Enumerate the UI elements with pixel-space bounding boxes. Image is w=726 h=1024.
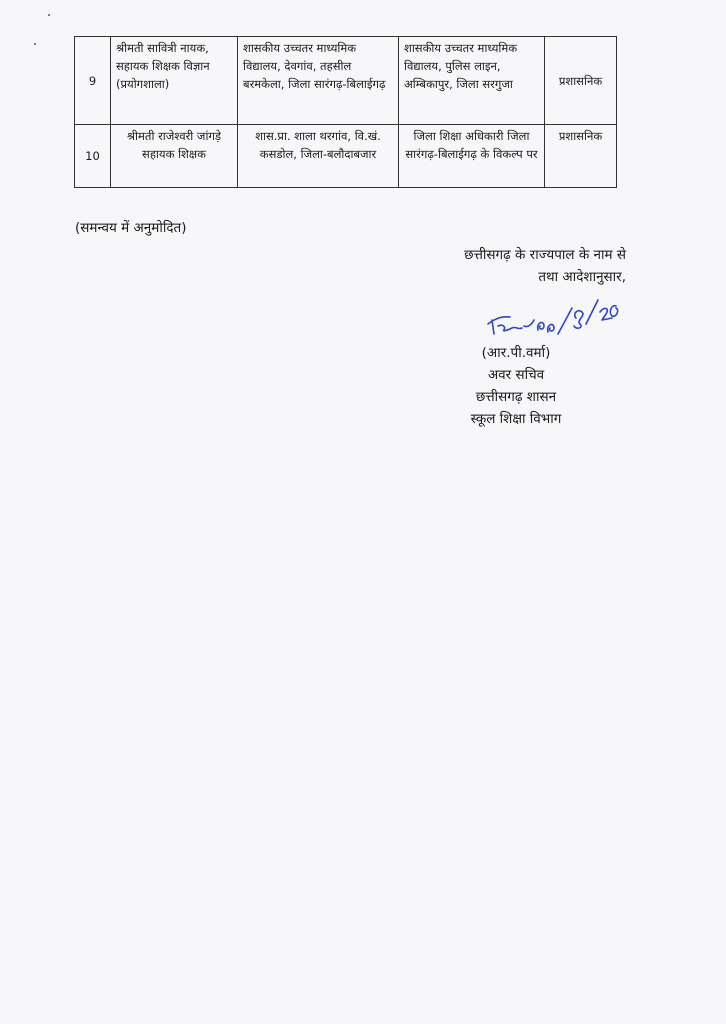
table-row	[75, 37, 617, 125]
authority-line-1: छत्तीसगढ़ के राज्यपाल के नाम से	[464, 247, 626, 263]
table-row	[75, 125, 617, 188]
serial-number-cell: 9	[75, 37, 111, 125]
serial-number-cell: 10	[75, 125, 111, 188]
transfer-category-cell: प्रशासनिक	[545, 37, 617, 125]
signatory-name: (आर.पी.वर्मा)	[481, 345, 551, 361]
transfer-table	[74, 36, 617, 188]
signatory-designation: अवर सचिव	[487, 367, 545, 383]
employee-name-post-cell: श्रीमती राजेश्वरी जांगड़े सहायक शिक्षक	[111, 125, 238, 188]
handwritten-signature	[482, 290, 622, 342]
scan-speck	[48, 14, 50, 16]
current-posting-cell: शासकीय उच्चतर माध्यमिक विद्यालय, देवगांव, तहसील बरमकेला, जिला सारंगढ़-बिलाईगढ़	[238, 37, 399, 125]
signatory-department: स्कूल शिक्षा विभाग	[470, 411, 562, 427]
transfer-category-cell: प्रशासनिक	[545, 125, 617, 188]
signatory-government: छत्तीसगढ़ शासन	[475, 389, 557, 405]
current-posting-cell: शास.प्रा. शाला थरगांव, वि.खं. कसडोल, जिला-बलौदाबजार	[238, 125, 399, 188]
authority-line-2: तथा आदेशानुसार,	[538, 269, 626, 285]
approval-note: (समन्वय में अनुमोदित)	[75, 220, 187, 236]
new-posting-cell: जिला शिक्षा अधिकारी जिला सारंगढ़-बिलाईगढ़ के विकल्प पर	[399, 125, 545, 188]
new-posting-cell: शासकीय उच्चतर माध्यमिक विद्यालय, पुलिस लाइन, अम्बिकापुर, जिला सरगुजा	[399, 37, 545, 125]
employee-name-post-cell: श्रीमती सावित्री नायक, सहायक शिक्षक विज्ञान (प्रयोगशाला)	[111, 37, 238, 125]
signatory-block	[446, 342, 586, 430]
scan-speck	[34, 43, 36, 45]
authority-block	[396, 244, 626, 288]
